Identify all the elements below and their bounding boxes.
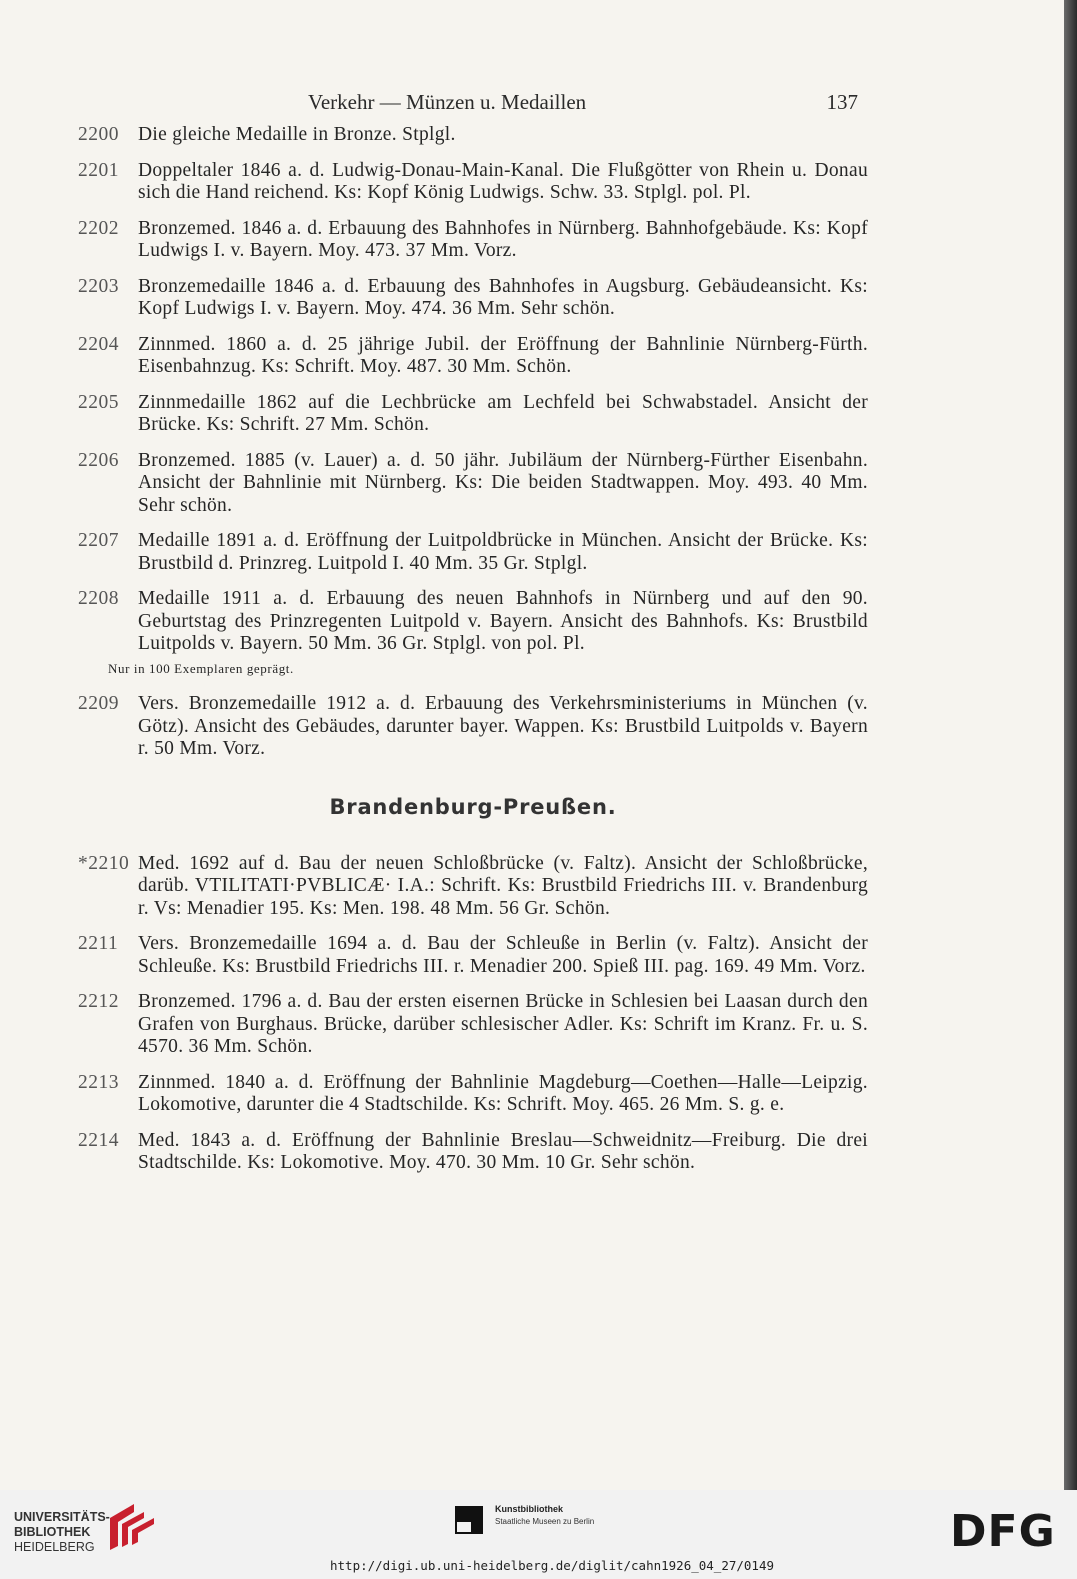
entry-number: 2201 [78, 159, 119, 181]
ub-mark-icon [104, 1502, 160, 1552]
catalog-entry [78, 276, 868, 321]
entry-description [138, 276, 868, 321]
catalog-entry [78, 218, 868, 263]
page-number: 137 [826, 90, 858, 114]
entry-description [138, 334, 868, 379]
catalog-entry [78, 853, 868, 921]
ub-heidelberg-logo[interactable] [14, 1510, 110, 1555]
dfg-logo[interactable]: DFG [950, 1506, 1056, 1557]
entry-number: 2205 [78, 391, 119, 413]
entry-text: Bronzemed. 1885 (v. Lauer) a. d. 50 jähr. Jubiläum der Nürnberg-Fürther Eisenbahn. Ansicht der Bahnlinie mit Nürnberg. Ks: Die beiden Stadtwappen. Moy. 493. 40 Mm. Sehr schön. [138, 449, 868, 516]
catalog-entry [78, 1130, 868, 1175]
entry-description [138, 933, 868, 978]
running-title: Verkehr — Münzen u. Medaillen [308, 90, 587, 114]
entry-text: Doppeltaler 1846 a. d. Ludwig-Donau-Main-Kanal. Die Flußgötter von Rhein u. Donau sich die Hand reichend. Ks: Kopf König Ludwigs. Schw. 33. Stplgl. pol. Pl. [138, 159, 868, 203]
entry-number: 2209 [78, 693, 119, 714]
entry-description [138, 853, 868, 921]
catalog-entry [78, 693, 868, 761]
catalog-entry [78, 1072, 868, 1117]
entry-number: 2203 [78, 275, 119, 297]
catalog-entry [78, 124, 868, 147]
entry-list-verkehr [78, 124, 868, 761]
entry-number: 2208 [78, 588, 119, 609]
catalog-entry [78, 991, 868, 1059]
entry-text: Medaille 1891 a. d. Eröffnung der Luitpoldbrücke in München. Ansicht der Brücke. Ks: Brustbild d. Prinzreg. Luitpold I. 40 Mm. 35 Gr. Stplgl. [138, 530, 868, 574]
catalog-entry [78, 933, 868, 978]
entry-description [138, 1130, 868, 1175]
entry-description [138, 991, 868, 1059]
section-heading: Brandenburg-Preußen. [329, 794, 617, 819]
entry-number: 2213 [78, 1071, 119, 1093]
permalink-url[interactable]: http://digi.ub.uni-heidelberg.de/diglit/cahn1926_04_27/0149 [330, 1558, 775, 1573]
scan-edge [1064, 0, 1077, 1490]
catalog-entry [78, 530, 868, 575]
entry-description [138, 124, 868, 147]
page-content [78, 88, 868, 1188]
entry-text: Medaille 1911 a. d. Erbauung des neuen Bahnhofs in Nürnberg und auf den 90. Geburtstag des Prinzregenten Luitpold v. Bayern. Ansicht des Bahnhofs. Ks: Brustbild Luitpolds v. Bayern. 50 Mm. 36 Gr. Stplgl. von pol. Pl. [138, 588, 868, 654]
kb-line1: Kunstbibliothek [495, 1504, 563, 1514]
entry-text: Vers. Bronzemedaille 1912 a. d. Erbauung des Verkehrsministeriums in München (v. Götz). Ansicht des Gebäudes, darunter bayer. Wappen. Ks: Brustbild Luitpolds v. Bayern r. 50 Mm. Vorz. [138, 693, 868, 759]
ub-logo-line1: UNIVERSITÄTS- [14, 1510, 110, 1524]
entry-number: 2204 [78, 333, 119, 355]
entry-number: 2211 [78, 933, 119, 954]
ub-logo-line3: HEIDELBERG [14, 1540, 95, 1554]
footer-bar [0, 1490, 1077, 1579]
entry-number: 2214 [78, 1129, 119, 1151]
entry-text: Med. 1692 auf d. Bau der neuen Schloßbrücke (v. Faltz). Ansicht der Schloßbrücke, darüb. VTILITATI·PVBLICÆ· I.A.: Schrift. Ks: Brustbild Friedrichs III. v. Brandenburg r. Vs: Menadier 195. Ks: Men. 198. 48 Mm. 56 Gr. Schön. [138, 852, 868, 919]
running-head [78, 88, 868, 124]
catalog-entry [78, 392, 868, 437]
entry-text: Zinnmed. 1860 a. d. 25 jährige Jubil. der Eröffnung der Bahnlinie Nürnberg-Fürth. Eisenbahnzug. Ks: Schrift. Moy. 487. 30 Mm. Schön. [138, 333, 868, 377]
entry-description [138, 450, 868, 518]
entry-description [138, 1072, 868, 1117]
entry-description [138, 530, 868, 575]
entry-text: Zinnmedaille 1862 auf die Lechbrücke am Lechfeld bei Schwabstadel. Ansicht der Brücke. Ks: Schrift. 27 Mm. Schön. [138, 391, 868, 435]
catalog-entry [78, 160, 868, 205]
entry-number: 2200 [78, 124, 119, 145]
entry-description [138, 160, 868, 205]
catalog-entry [78, 450, 868, 518]
entry-description [138, 392, 868, 437]
entry-description [108, 588, 868, 680]
entry-description [138, 218, 868, 263]
ub-logo-line2: BIBLIOTHEK [14, 1525, 91, 1539]
entry-description [138, 693, 868, 761]
entry-text: Bronzemed. 1846 a. d. Erbauung des Bahnhofes in Nürnberg. Bahnhofgebäude. Ks: Kopf Ludwigs I. v. Bayern. Moy. 473. 37 Mm. Vorz. [138, 217, 868, 261]
entry-list-brandenburg [78, 853, 868, 1175]
entry-text: Zinnmed. 1840 a. d. Eröffnung der Bahnlinie Magdeburg—Coethen—Halle—Leipzig. Lokomotive, darunter die 4 Stadtschilde. Ks: Schrift. Moy. 465. 26 Mm. S. g. e. [138, 1071, 868, 1115]
entry-number: 2202 [78, 217, 119, 239]
entry-note: Nur in 100 Exemplaren geprägt. [108, 660, 294, 676]
entry-number: 2206 [78, 449, 119, 471]
entry-text: Bronzemed. 1796 a. d. Bau der ersten eisernen Brücke in Schlesien bei Laasan durch den Grafen von Burghaus. Brücke, darüber schlesischer Adler. Ks: Schrift im Kranz. Fr. u. S. 4570. 36 Mm. Schön. [138, 991, 868, 1057]
kb-line2: Staatliche Museen zu Berlin [495, 1517, 595, 1526]
entry-text: Vers. Bronzemedaille 1694 a. d. Bau der Schleuße in Berlin (v. Faltz). Ansicht der Schleuße. Ks: Brustbild Friedrichs III. r. Menadier 200. Spieß III. pag. 169. 49 Mm. Vorz. [138, 933, 868, 977]
catalog-entry [78, 588, 868, 680]
catalog-entry [78, 334, 868, 379]
entry-number: 2212 [78, 991, 119, 1012]
entry-text: Med. 1843 a. d. Eröffnung der Bahnlinie Breslau—Schweidnitz—Freiburg. Die drei Stadtschilde. Ks: Lokomotive. Moy. 470. 30 Mm. 10 Gr. Sehr schön. [138, 1129, 868, 1173]
entry-text: Bronzemedaille 1846 a. d. Erbauung des Bahnhofes in Augsburg. Gebäudeansicht. Ks: Kopf Ludwigs I. v. Bayern. Moy. 474. 36 Mm. Sehr schön. [138, 275, 868, 319]
kunstbibliothek-mark-icon [455, 1506, 483, 1534]
entry-text: Die gleiche Medaille in Bronze. Stplgl. [138, 124, 456, 145]
entry-number: 2207 [78, 530, 119, 551]
entry-number: *2210 [78, 852, 130, 874]
